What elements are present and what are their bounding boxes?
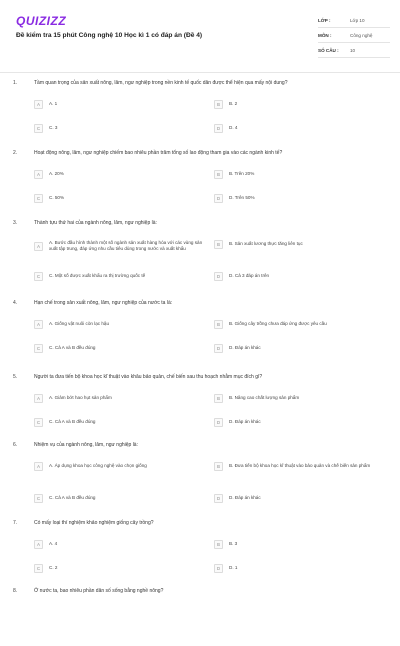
question-number: 3. xyxy=(13,220,18,226)
question-header xyxy=(0,372,400,384)
question-number: 7. xyxy=(13,520,18,526)
answer-option[interactable] xyxy=(214,170,384,179)
option-letter-box: B xyxy=(214,462,223,471)
option-text: A. 4 xyxy=(49,541,58,547)
option-letter-box: B xyxy=(214,240,223,249)
option-letter-box: D xyxy=(214,418,223,427)
question-number: 5. xyxy=(13,374,18,380)
answer-option[interactable] xyxy=(214,240,384,249)
question-item xyxy=(0,586,400,646)
question-number: 1. xyxy=(13,80,18,86)
option-text: A. 20% xyxy=(49,171,64,177)
option-text: B. Sản xuất lương thực tăng liên tục xyxy=(229,241,303,247)
option-text: B. Trên 20% xyxy=(229,171,255,177)
option-letter-box: D xyxy=(214,194,223,203)
option-text: B. 3 xyxy=(229,541,238,547)
option-text: A. Bước đầu hình thành một số ngành sản xuất hàng hóa với các vùng sản xuất tập trung, đáp ứng nhu cầu tiêu dùng trong nước và xuất khẩu xyxy=(49,240,203,252)
answer-option[interactable] xyxy=(34,394,204,403)
question-header xyxy=(0,298,400,310)
answer-option[interactable] xyxy=(214,494,384,503)
answer-option[interactable] xyxy=(34,194,204,203)
worksheet-header xyxy=(0,0,400,70)
option-text: A. 1 xyxy=(49,101,58,107)
answer-option[interactable] xyxy=(214,394,384,403)
question-item xyxy=(0,440,400,500)
answer-option[interactable] xyxy=(214,194,384,203)
answer-option[interactable] xyxy=(214,462,384,471)
option-text: D. Đáp án khác xyxy=(229,419,261,425)
option-text: C. Cả A và B đều đúng xyxy=(49,495,96,501)
option-text: B. Đưa tiến bộ khoa học kĩ thuật vào bảo quản và chế biến sản phẩm xyxy=(229,463,371,469)
option-letter-box: A xyxy=(34,320,43,329)
option-text: C. 50% xyxy=(49,195,65,201)
question-text: Người ta đưa tiến bộ khoa học kĩ thuật vào khâu bảo quản, chế biến sau thu hoạch nhằm mục đích gì? xyxy=(34,374,263,380)
meta-row-count xyxy=(318,43,390,58)
option-letter-box: D xyxy=(214,564,223,573)
option-letter-box: D xyxy=(214,494,223,503)
option-letter-box: D xyxy=(214,272,223,281)
option-text: D. Trên 50% xyxy=(229,195,255,201)
answer-option[interactable] xyxy=(214,540,384,549)
question-text: Ở nước ta, bao nhiêu phần dân số sống bằng nghề nông? xyxy=(34,588,164,594)
option-letter-box: B xyxy=(214,100,223,109)
option-letter-box: C xyxy=(34,124,43,133)
option-letter-box: B xyxy=(214,540,223,549)
option-text: B. Nâng cao chất lượng sản phẩm xyxy=(229,395,300,401)
question-text: Hạn chế trong sản xuất nông, lâm, ngư nghiệp của nước ta là: xyxy=(34,300,173,306)
answer-option[interactable] xyxy=(214,418,384,427)
option-letter-box: A xyxy=(34,242,43,251)
option-letter-box: D xyxy=(214,344,223,353)
question-text: Có mấy loại thí nghiệm khảo nghiệm giống cây trồng? xyxy=(34,520,154,526)
meta-row-class xyxy=(318,13,390,28)
question-text: Nhiệm vụ của ngành nông, lâm, ngư nghiệp là: xyxy=(34,442,138,448)
meta-label: SỐ CÂU : xyxy=(318,47,339,53)
option-text: C. Cả A và B đều đúng xyxy=(49,419,96,425)
option-letter-box: A xyxy=(34,394,43,403)
meta-row-subject xyxy=(318,28,390,43)
option-text: D. Cả 3 đáp án trên xyxy=(229,273,270,279)
option-letter-box: C xyxy=(34,272,43,281)
option-text: D. Đáp án khác xyxy=(229,495,261,501)
option-letter-box: C xyxy=(34,344,43,353)
option-text: A. Giảm bớt hao hụt sản phẩm xyxy=(49,395,112,401)
answer-option[interactable] xyxy=(34,494,204,503)
option-letter-box: A xyxy=(34,462,43,471)
answer-option[interactable] xyxy=(34,418,204,427)
answer-option[interactable] xyxy=(214,124,384,133)
answer-option[interactable] xyxy=(34,344,204,353)
header-divider xyxy=(0,72,400,73)
option-letter-box: C xyxy=(34,564,43,573)
answer-option[interactable] xyxy=(214,272,384,281)
question-item xyxy=(0,78,400,138)
quizizz-logo[interactable]: QUIZIZZ xyxy=(16,14,67,28)
option-text: D. 4 xyxy=(229,125,238,131)
answer-option[interactable] xyxy=(214,344,384,353)
question-number: 6. xyxy=(13,442,18,448)
question-item xyxy=(0,518,400,578)
option-letter-box: B xyxy=(214,394,223,403)
option-letter-box: D xyxy=(214,124,223,133)
answer-option[interactable] xyxy=(34,170,204,179)
option-text: C. 2 xyxy=(49,565,58,571)
question-text: Tầm quan trọng của sản xuất nông, lâm, ngư nghiệp trong nền kinh tế quốc dân được thể hiện qua mấy nội dung? xyxy=(34,80,288,86)
option-text: C. Cả A và B đều đúng xyxy=(49,345,96,351)
answer-option[interactable] xyxy=(34,100,204,109)
question-item xyxy=(0,372,400,432)
meta-value: Lớp 10 xyxy=(350,17,365,23)
answer-option[interactable] xyxy=(214,100,384,109)
question-text: Hoạt động nông, lâm, ngư nghiệp chiếm bao nhiêu phần trăm tổng số lao động tham gia vào các ngành kinh tế? xyxy=(34,150,283,156)
meta-label: LỚP : xyxy=(318,17,331,23)
answer-option[interactable] xyxy=(214,320,384,329)
option-letter-box: C xyxy=(34,494,43,503)
question-item xyxy=(0,218,400,278)
question-number: 2. xyxy=(13,150,18,156)
question-header xyxy=(0,148,400,160)
meta-table xyxy=(318,13,390,58)
question-item xyxy=(0,148,400,208)
question-header xyxy=(0,440,400,452)
option-text: B. Giống cây trồng chưa đáp ứng được yêu cầu xyxy=(229,321,327,327)
option-text: D. Đáp án khác xyxy=(229,345,261,351)
option-letter-box: A xyxy=(34,540,43,549)
answer-option[interactable] xyxy=(34,320,204,329)
question-header xyxy=(0,218,400,230)
option-text: D. 1 xyxy=(229,565,238,571)
option-letter-box: C xyxy=(34,418,43,427)
option-letter-box: A xyxy=(34,100,43,109)
answer-option[interactable] xyxy=(34,540,204,549)
question-header xyxy=(0,518,400,530)
answer-option[interactable] xyxy=(214,564,384,573)
answer-option[interactable] xyxy=(34,564,204,573)
answer-option[interactable] xyxy=(34,272,204,281)
meta-value: 10 xyxy=(350,47,356,53)
option-text: C. Một số được xuất khẩu ra thị trường quốc tế xyxy=(49,273,146,279)
question-number: 8. xyxy=(13,588,18,594)
option-letter-box: C xyxy=(34,194,43,203)
question-text: Thành tựu thứ hai của ngành nông, lâm, ngư nghiệp là: xyxy=(34,220,157,226)
meta-label: MÔN : xyxy=(318,32,332,38)
meta-value: Công nghệ xyxy=(350,32,373,38)
answer-option[interactable] xyxy=(34,462,204,471)
option-text: B. 2 xyxy=(229,101,238,107)
question-header xyxy=(0,586,400,598)
option-letter-box: A xyxy=(34,170,43,179)
option-letter-box: B xyxy=(214,170,223,179)
option-letter-box: B xyxy=(214,320,223,329)
option-text: A. Giống vật nuôi còn lạc hậu xyxy=(49,321,110,327)
answer-option[interactable] xyxy=(34,240,204,253)
answer-option[interactable] xyxy=(34,124,204,133)
question-number: 4. xyxy=(13,300,18,306)
question-header xyxy=(0,78,400,90)
option-text: A. Áp dụng khoa học công nghệ vào chọn giống xyxy=(49,463,147,469)
question-item xyxy=(0,298,400,358)
option-text: C. 3 xyxy=(49,125,58,131)
page-title: Đề kiểm tra 15 phút Công nghệ 10 Học kì 1 có đáp án (Đề 4) xyxy=(16,32,203,39)
